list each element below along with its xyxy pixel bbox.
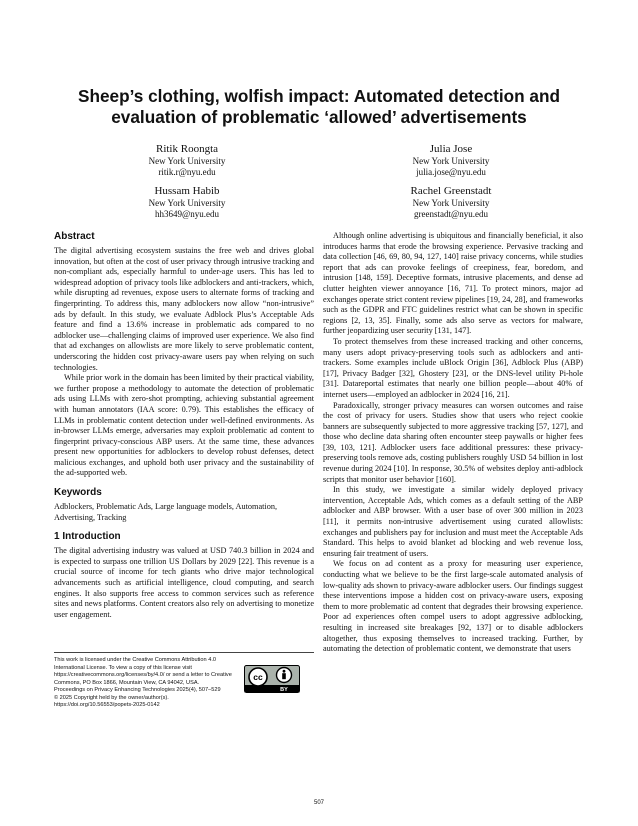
proceedings-line: Proceedings on Privacy Enhancing Technologies 2025(4), 507–529: [54, 687, 221, 693]
body-paragraph: To protect themselves from these increased tracking and other concerns, many users adopt privacy-preserving tools such as adblockers and anti-trackers. Some examples include uBlock Origin [36], Adblock Plus (ABP) [17], Privacy Badger [32], Ghostery [23], or the DNS-level utility Pi-hole [31]. Datareportal estimates that nearly one billion people—about 40% of internet users—employed an adblocker in 2024 [16, 21].: [323, 336, 583, 399]
abstract-paragraph: The digital advertising ecosystem sustains the free web and drives global innovation, but often at the cost of user privacy through intrusive tracking and non-compliant ads, especially harmful to under-age users. This has led to widespread adoption of privacy tools like adblockers and anti-trackers, which, while disrupting ad revenues, expose users to alternate forms of tracking and fingerprinting. To address this, many adblockers now allow “non-intrusive” ads by default. In this study, we evaluate Adblock Plus’s Acceptable Ads feature and find a 13.6% increase in problematic ads compared to no adblocker use—challenging claims of improved user experience. We also find that ad exchanges on allowlists are more likely to serve problematic content, underscoring the hidden cost privacy-aware users pay when relying on such technologies.: [54, 246, 314, 372]
doi-link[interactable]: https://doi.org/10.56553/popets-2025-0142: [54, 702, 160, 708]
body-paragraph: In this study, we investigate a similar widely deployed privacy intervention, Acceptable Ads, which comes as a default setting of the ABP adblocker and ABP browser. With a user base of over 300 million in 2023 [11], it permits non-intrusive advertisement using curated allowlists: exchanges and publishers pay for inclusion and must meet the Acceptable Ads Standard. This helps to avoid blanket ad blocking and web revenue loss, ensuring fair treatment of users.: [323, 485, 583, 558]
author-affiliation: New York University: [148, 198, 226, 208]
author-email: ritik.r@nyu.edu: [158, 167, 216, 178]
author-name: Hussam Habib: [154, 185, 220, 197]
right-column: [323, 231, 583, 655]
intro-paragraph: The digital advertising industry was valued at USD 740.3 billion in 2024 and is expected to surpass one trillion US Dollars by 2029 [22]. This revenue is a crucial source of income for tech giants who drive major technological advancements such as artificial intelligence, cloud computing, and search engines. It also supports free access to common services such as reference sites and news platforms. Content creators also rely on advertising to monetize user engagement.: [54, 546, 314, 619]
license-text: This work is licensed under the Creative Commons Attribution 4.0 International License. To view a copy of this license visit https://creativecommons.org/licenses/by/4.0/ or send a letter to Creative Commons, PO Box 1866, Mountain View, CA 94042, USA.: [54, 657, 232, 686]
title-line-2: evaluation of problematic ‘allowed’ advertisements: [111, 107, 527, 127]
introduction-heading: 1 Introduction: [54, 531, 121, 543]
body-paragraph: We focus on ad content as a proxy for measuring user experience, conducting what we believe to be the first large-scale automated analysis of low-quality ads shown to privacy-aware adblocker users. Our findings suggest these interventions impose a hidden cost on privacy-aware users, exposing them to more problematic ad content that degrades their browsing experience. Poor ad experiences often compel users to adopt aggressive adblocking, resulting in increased site breakages [92, 137] or to disable adblockers altogether, thus exposing themselves to increased tracking. Further, by automating the detection of problematic content, we demonstrate that users: [323, 559, 583, 654]
author-name: Julia Jose: [429, 143, 473, 155]
keywords-text: Adblockers, Problematic Ads, Large language models, Automation, Advertising, Tracking: [54, 502, 278, 522]
author-block: [97, 185, 277, 221]
author-name: Rachel Greenstadt: [410, 185, 492, 197]
title-line-1: Sheep’s clothing, wolfish impact: Automated detection and: [78, 86, 560, 106]
page-number: 507: [313, 800, 324, 806]
author-affiliation: New York University: [412, 156, 490, 166]
author-email: julia.jose@nyu.edu: [416, 167, 486, 178]
author-block: [97, 143, 277, 179]
author-name: Ritik Roongta: [155, 143, 219, 155]
abstract-heading: Abstract: [54, 231, 95, 242]
cc-by-badge-icon: [244, 665, 300, 693]
body-paragraph: Paradoxically, stronger privacy measures can worsen outcomes and raise the cost of privacy for users. Studies show that users who reject cookie banners are subsequently subjected to more aggressive tracking [57, 127], and those who decline data sharing often encounter steep paywalls or higher fees [39, 103, 121]. Adblocker users face additional pressures: these privacy-preserving tools remove ads, costing publishers roughly USD 54 billion in lost revenue during 2024 [10]. In response, 30.5% of websites deploy anti-adblock scripts that monitor user behavior [160].: [323, 400, 583, 484]
paper-title: [40, 86, 598, 128]
keywords-heading: Keywords: [54, 487, 102, 499]
author-block: [361, 185, 541, 221]
author-affiliation: New York University: [148, 156, 226, 166]
license-footnote: [54, 652, 314, 710]
copyright-line: © 2025 Copyright held by the owner/author(s).: [54, 694, 169, 701]
left-column: [54, 231, 314, 620]
by-badge-label: BY: [280, 687, 288, 693]
author-email: greenstadt@nyu.edu: [413, 209, 489, 220]
author-affiliation: New York University: [412, 198, 490, 208]
body-paragraph: Although online advertising is ubiquitous and financially beneficial, it also introduces harms that erode the browsing experience. Pervasive tracking and data collection [46, 69, 80, 94, 127, 140] raise privacy concerns, while studies report that ads can provoke feelings of creepiness, fear, boredom, and intrusion [148, 159]. Deceptive formats, intrusive placements, and dense ad clutter heighten viewer annoyance [16, 71]. To protect minors, major ad exchanges operate strict content review pipelines [19, 24, 28], and frameworks such as the GDPR and FTC guidelines restrict what can be shown in specific regions [2, 13, 35]. Finally, some ads also serve as vectors for malware, further jeopardizing user security [131, 147].: [323, 231, 584, 336]
author-email: hh3649@nyu.edu: [154, 209, 220, 220]
author-block: [361, 143, 541, 179]
cc-badge-label: cc: [253, 672, 263, 682]
abstract-paragraph: While prior work in the domain has been limited by their practical viability, we further propose a methodology to automate the detection of problematic ads using LLMs with zero-shot prompting, achieving substantial agreement with human annotators (IAA score: 0.79). This establishes the efficacy of LLMs in problematic content detection under well-defined environments. As in-browser LLMs emerge, adversaries may exploit problematic ad content to fingerprint privacy-conscious ABP users. At the same time, these advances present new opportunities for adblockers to develop robust defenses, detect malicious exchanges, and uphold both user privacy and the sustainability of the ad-supported web.: [54, 373, 314, 478]
